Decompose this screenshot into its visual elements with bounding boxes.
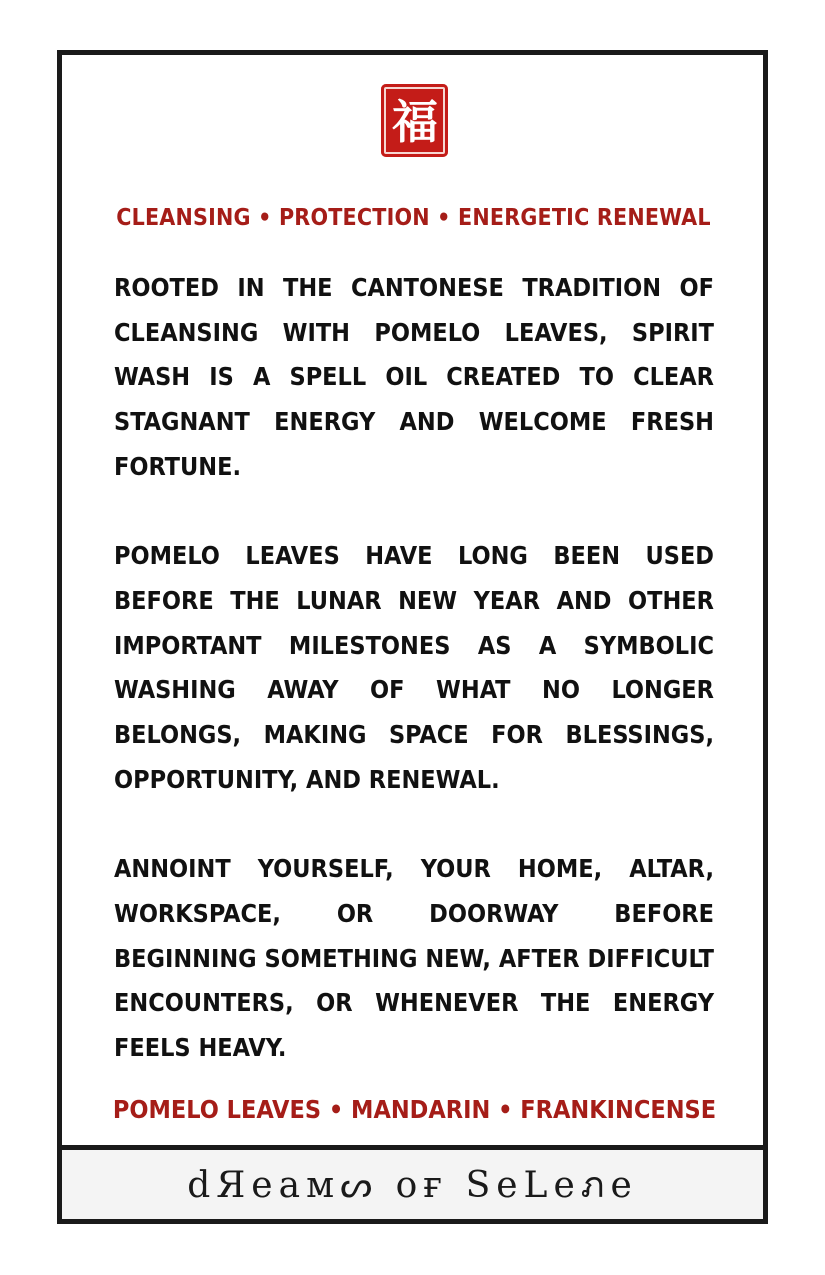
ingredients-list: POMELO LEAVES • MANDARIN • FRANKINCENSE xyxy=(112,1095,717,1124)
brand-name: dЯeaмᔕ oғ SeLeภe xyxy=(187,1165,638,1206)
paragraph-origin: ROOTED IN THE CANTONESE TRADITION OF CLEANSING WITH POMELO LEAVES, SPIRIT WASH IS A SPELL OIL CREATED TO CLEAR STAGNANT ENERGY AND WELCOME FRESH FORTUNE. xyxy=(114,273,714,481)
fu-character-icon xyxy=(387,91,443,151)
tagline: CLEANSING • PROTECTION • ENERGETIC RENEWAL xyxy=(116,205,711,231)
paragraph-tradition: POMELO LEAVES HAVE LONG BEEN USED BEFORE THE LUNAR NEW YEAR AND OTHER IMPORTANT MILESTONES AS A SYMBOLIC WASHING AWAY OF WHAT NO LONGER BELONGS, MAKING SPACE FOR BLESSINGS, OPPORTUNITY, AND RENEWAL. xyxy=(114,541,714,794)
seal-character: 福 xyxy=(391,94,438,149)
paragraph-usage: ANNOINT YOURSELF, YOUR HOME, ALTAR, WORKSPACE, OR DOORWAY BEFORE BEGINNING SOMETHING NEW, AFTER DIFFICULT ENCOUNTERS, OR WHENEVER THE ENERGY FEELS HEAVY. xyxy=(114,854,714,1062)
brand-footer xyxy=(62,1145,763,1219)
description xyxy=(114,266,714,1071)
label-card xyxy=(57,50,768,1224)
fu-seal-icon xyxy=(381,84,448,157)
